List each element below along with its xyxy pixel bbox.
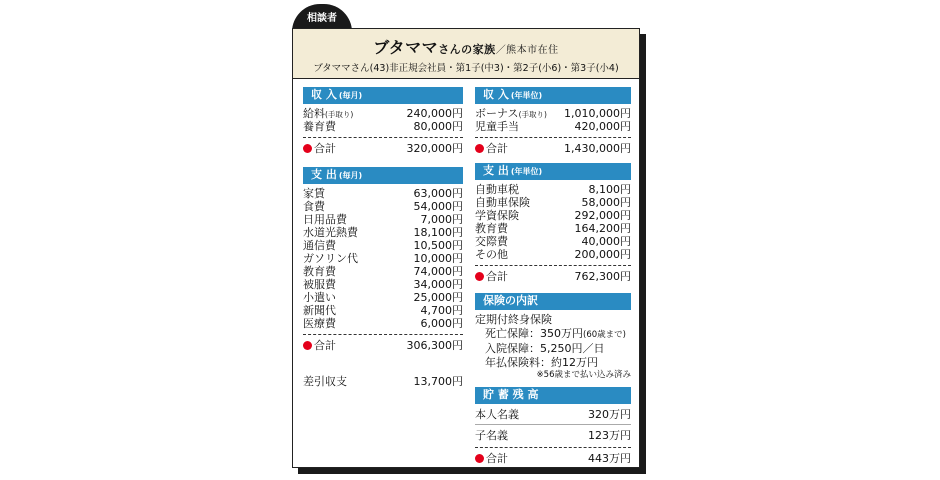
family-header — [293, 29, 639, 79]
title-san: さんの家族 — [438, 43, 496, 56]
red-dot-icon — [475, 454, 484, 463]
balance-row: 差引収支 13,700円 — [303, 375, 463, 388]
insurance-hospital: 入院保障：5,250円／日 — [485, 342, 605, 355]
expense-yearly-section — [475, 163, 631, 284]
insurance-death: 死亡保障：350万円(60歳まで) — [485, 327, 626, 340]
red-dot-icon — [303, 341, 312, 350]
savings-section — [475, 387, 631, 466]
list-item: 教育費 74,000円 — [303, 265, 463, 278]
list-item: その他 200,000円 — [475, 248, 631, 261]
savings-heading: 貯 蓄 残 高 — [475, 387, 631, 403]
list-item: 水道光熱費 18,100円 — [303, 226, 463, 239]
list-item: 新聞代 4,700円 — [303, 304, 463, 317]
list-item: 児童手当 420,000円 — [475, 120, 631, 133]
list-item: 養育費 80,000円 — [303, 120, 463, 133]
list-item: 通信費 10,500円 — [303, 239, 463, 252]
red-dot-icon — [303, 144, 312, 153]
list-item: ガソリン代 10,000円 — [303, 252, 463, 265]
list-item: 小遣い 25,000円 — [303, 291, 463, 304]
insurance-note: ※56歳まで払い込み済み — [536, 370, 631, 380]
red-dot-icon — [475, 272, 484, 281]
insurance-heading: 保険の内訳 — [475, 293, 631, 309]
list-item: 自動車税 8,100円 — [475, 183, 631, 196]
title-location: ／熊本市在住 — [495, 45, 559, 56]
red-dot-icon — [475, 144, 484, 153]
list-item: 家賃 63,000円 — [303, 187, 463, 200]
list-item: 本人名義 320万円 — [475, 408, 631, 421]
insurance-section — [475, 293, 631, 380]
income-monthly-section — [303, 87, 463, 156]
income-yearly-total: 合計 1,430,000円 — [475, 142, 631, 156]
consultant-badge: 相談者 — [292, 4, 352, 32]
savings-total: 合計 443万円 — [475, 452, 631, 466]
insurance-type: 定期付終身保険 — [475, 313, 552, 326]
list-item: 医療費 6,000円 — [303, 317, 463, 330]
insurance-premium: 年払保険料：約12万円 — [485, 356, 598, 369]
expense-yearly-heading: 支 出 (年単位) — [475, 163, 631, 179]
list-item: 学資保険 292,000円 — [475, 209, 631, 222]
list-item: 子名義 123万円 — [475, 429, 631, 442]
income-yearly-heading: 収 入 (年単位) — [475, 87, 631, 103]
expense-monthly-heading: 支 出 (毎月) — [303, 167, 463, 183]
list-item: ボーナス(手取り) 1,010,000円 — [475, 107, 631, 120]
list-item: 食費 54,000円 — [303, 200, 463, 213]
budget-card — [292, 28, 640, 468]
list-item: 教育費 164,200円 — [475, 222, 631, 235]
income-monthly-heading: 収 入 (毎月) — [303, 87, 463, 103]
list-item: 自動車保険 58,000円 — [475, 196, 631, 209]
family-members: ブタママさん(43)非正規会社員・第1子(中3)・第2子(小6)・第3子(小4) — [313, 63, 619, 74]
title-main: ブタママ — [373, 38, 439, 57]
expense-monthly-total: 合計 306,300円 — [303, 339, 463, 353]
list-item: 給料(手取り) 240,000円 — [303, 107, 463, 120]
expense-yearly-total: 合計 762,300円 — [475, 270, 631, 284]
list-item: 交際費 40,000円 — [475, 235, 631, 248]
expense-monthly-section — [303, 167, 463, 389]
income-monthly-total: 合計 320,000円 — [303, 142, 463, 156]
income-yearly-section — [475, 87, 631, 156]
family-title — [293, 35, 639, 58]
list-item: 被服費 34,000円 — [303, 278, 463, 291]
list-item: 日用品費 7,000円 — [303, 213, 463, 226]
